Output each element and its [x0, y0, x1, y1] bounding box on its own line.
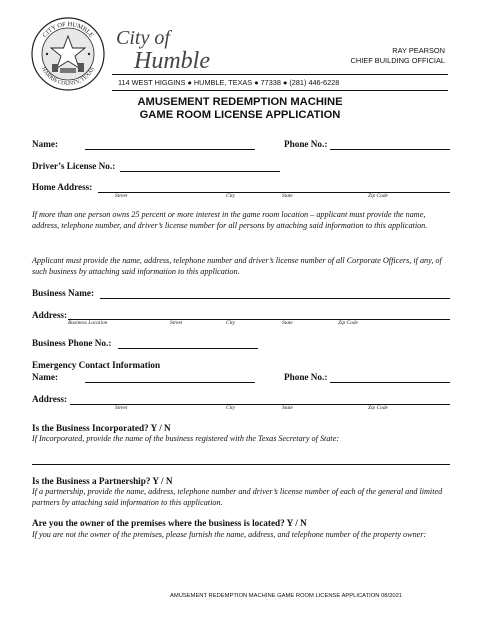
partnership-question: Is the Business a Partnership? Y / N [32, 476, 173, 486]
business-address-field[interactable] [68, 319, 450, 320]
business-name-field[interactable] [100, 298, 450, 299]
emergency-sub-zip: Zip Code [368, 405, 388, 411]
business-name-label: Business Name: [32, 288, 95, 298]
business-sub-state: State [282, 320, 293, 326]
owner-question: Are you the owner of the premises where the business is located? Y / N [32, 518, 307, 528]
business-phone-field[interactable] [118, 348, 258, 349]
header-rule-top [112, 74, 448, 75]
instruction-officers: Applicant must provide the name, address, telephone number and driver’s license number of all Corporate Officers, if any, of such business by attaching said information to this application. [32, 256, 442, 276]
business-sub-street: Street [170, 320, 183, 326]
name-field[interactable] [85, 149, 255, 150]
seal-text-top: CITY OF HUMBLE [41, 20, 95, 39]
home-sub-city: City [226, 193, 235, 199]
incorporated-note: If Incorporated, provide the name of the business registered with the Texas Secretary of State: [32, 434, 340, 443]
drivers-license-field[interactable] [120, 171, 280, 172]
home-address-field[interactable] [98, 192, 450, 193]
emergency-address-label: Address: [32, 394, 68, 404]
emergency-sub-city: City [226, 405, 235, 411]
phone-label: Phone No.: [284, 139, 328, 149]
form-title-line1: AMUSEMENT REDEMPTION MACHINE [137, 96, 343, 108]
emergency-heading: Emergency Contact Information [32, 360, 161, 370]
business-phone-label: Business Phone No.: [32, 338, 112, 348]
seal-text-bottom: HARRIS COUNTY, TEXAS [39, 66, 97, 88]
home-address-label: Home Address: [32, 182, 93, 192]
emergency-sub-state: State [282, 405, 293, 411]
owner-note: If you are not the owner of the premises, please furnish the name, address, and telephone number of the property owner: [32, 530, 427, 539]
business-sub-zip: Zip Code [338, 320, 358, 326]
partnership-note: If a partnership, provide the name, address, telephone number and driver’s license number of each of the general and limited partners by attaching said information to this application. [32, 487, 443, 507]
header-rule-bottom [112, 90, 448, 91]
incorporated-question: Is the Business Incorporated? Y / N [32, 423, 171, 433]
drivers-license-label: Driver’s License No.: [32, 161, 116, 171]
business-address-label: Address: [32, 310, 68, 320]
city-seal [30, 16, 106, 92]
footer-text: AMUSEMENT REDEMPTION MACHINE GAME ROOM LICENSE APPLICATION 08/2021 [170, 593, 403, 599]
business-sub-location: Business Location [68, 320, 108, 326]
emergency-phone-field[interactable] [330, 382, 450, 383]
svg-text:Humble: Humble [134, 48, 210, 74]
emergency-name-label: Name: [32, 372, 59, 382]
official-name: RAY PEARSON [392, 46, 445, 55]
home-sub-zip: Zip Code [368, 193, 388, 199]
business-sub-city: City [226, 320, 235, 326]
svg-text:City of: City of [116, 27, 170, 49]
address-line: 114 WEST HIGGINS ● HUMBLE, TEXAS ● 77338 ● (281) 446-6228 [118, 78, 340, 87]
emergency-sub-street: Street [115, 405, 128, 411]
official-title: CHIEF BUILDING OFFICIAL [350, 55, 445, 65]
emergency-phone-label: Phone No.: [284, 372, 328, 382]
instruction-ownership: If more than one person owns 25 percent or more interest in the game room location – applicant must provide the name, address, telephone number, and driver’s license number for all persons by attaching said information to this application. [32, 210, 428, 230]
emergency-name-field[interactable] [85, 382, 255, 383]
phone-field[interactable] [330, 149, 450, 150]
home-sub-state: State [282, 193, 293, 199]
home-sub-street: Street [115, 193, 128, 199]
name-label: Name: [32, 139, 59, 149]
incorporated-name-field[interactable] [32, 464, 450, 465]
form-title-line2: GAME ROOM LICENSE APPLICATION [139, 109, 341, 121]
city-logo [112, 22, 212, 74]
